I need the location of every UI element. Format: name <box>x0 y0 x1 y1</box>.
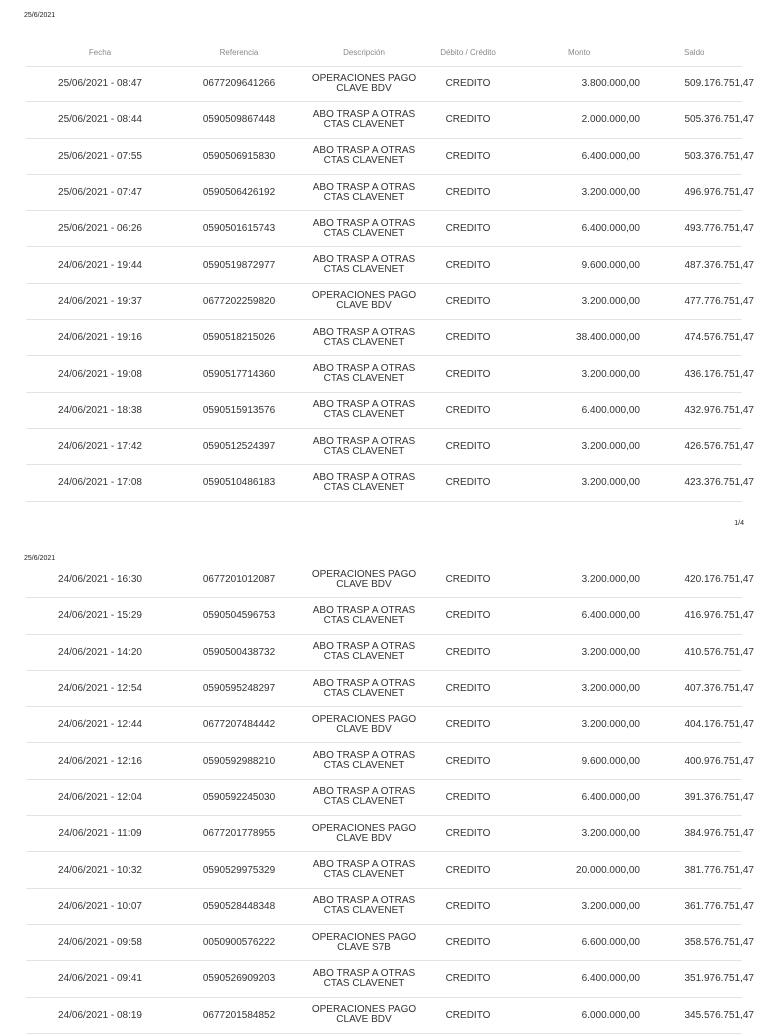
descripcion-line-1: ABO TRASP A OTRAS <box>312 399 416 411</box>
cell-saldo: 361.776.751,47 <box>684 900 754 912</box>
cell-fecha: 24/06/2021 - 12:54 <box>58 683 142 695</box>
cell-fecha: 24/06/2021 - 09:41 <box>58 973 142 985</box>
cell-monto: 6.400.000,00 <box>581 973 640 985</box>
cell-referencia: 0590501615743 <box>202 223 276 235</box>
cell-descripcion <box>304 780 424 815</box>
descripcion-line-2: CLAVE S7B <box>337 941 391 953</box>
cell-monto: 3.200.000,00 <box>581 368 640 380</box>
cell-monto: 3.200.000,00 <box>581 574 640 586</box>
descripcion-line-2: CTAS CLAVENET <box>323 760 405 772</box>
cell-saldo: 358.576.751,47 <box>684 937 754 949</box>
table-row <box>26 562 754 598</box>
table-row <box>26 925 754 961</box>
cell-monto: 6.400.000,00 <box>581 791 640 803</box>
cell-saldo: 477.776.751,47 <box>684 295 754 307</box>
cell-debito-credito: CREDITO <box>445 937 491 949</box>
cell-referencia: 0677202259820 <box>202 295 276 307</box>
cell-referencia: 0590526909203 <box>202 973 276 985</box>
descripcion-line-2: CLAVE BDV <box>336 1014 392 1026</box>
descripcion-line-2: CLAVE BDV <box>336 723 392 735</box>
cell-monto: 3.200.000,00 <box>581 187 640 199</box>
cell-debito-credito: CREDITO <box>445 574 491 586</box>
descripcion-line-1: ABO TRASP A OTRAS <box>312 254 416 266</box>
cell-saldo: 381.776.751,47 <box>684 864 754 876</box>
cell-fecha: 25/06/2021 - 06:26 <box>58 223 142 235</box>
cell-descripcion <box>304 889 424 924</box>
cell-monto: 3.200.000,00 <box>581 295 640 307</box>
descripcion-line-2: CTAS CLAVENET <box>323 227 405 239</box>
cell-fecha: 24/06/2021 - 14:20 <box>58 646 142 658</box>
cell-debito-credito: CREDITO <box>445 477 491 489</box>
descripcion-line-2: CTAS CLAVENET <box>323 905 405 917</box>
cell-referencia: 0590515913576 <box>202 404 276 416</box>
cell-debito-credito: CREDITO <box>445 828 491 840</box>
cell-debito-credito: CREDITO <box>445 683 491 695</box>
cell-debito-credito: CREDITO <box>445 610 491 622</box>
cell-referencia: 0050900576222 <box>202 937 276 949</box>
descripcion-line-2: CTAS CLAVENET <box>323 409 405 421</box>
descripcion-line-1: ABO TRASP A OTRAS <box>312 641 416 653</box>
table-row <box>26 429 754 465</box>
cell-descripcion <box>304 139 424 174</box>
descripcion-line-1: ABO TRASP A OTRAS <box>312 859 416 871</box>
cell-saldo: 503.376.751,47 <box>684 150 754 162</box>
cell-monto: 6.600.000,00 <box>581 937 640 949</box>
cell-fecha: 24/06/2021 - 15:29 <box>58 610 142 622</box>
cell-fecha: 25/06/2021 - 07:47 <box>58 187 142 199</box>
cell-monto: 6.400.000,00 <box>581 404 640 416</box>
descripcion-line-1: OPERACIONES PAGO <box>311 713 417 725</box>
cell-fecha: 25/06/2021 - 08:44 <box>58 114 142 126</box>
cell-fecha: 25/06/2021 - 08:47 <box>58 78 142 90</box>
cell-monto: 6.400.000,00 <box>581 610 640 622</box>
page-date: 25/6/2021 <box>24 12 56 19</box>
descripcion-line-2: CLAVE BDV <box>336 578 392 590</box>
table-row <box>26 356 754 392</box>
table-row <box>26 320 754 356</box>
transactions-table-page-1 <box>26 66 754 502</box>
cell-monto: 3.200.000,00 <box>581 646 640 658</box>
cell-fecha: 24/06/2021 - 17:08 <box>58 477 142 489</box>
descripcion-line-2: CTAS CLAVENET <box>323 614 405 626</box>
table-row <box>26 66 754 102</box>
cell-monto: 9.600.000,00 <box>581 259 640 271</box>
cell-debito-credito: CREDITO <box>445 864 491 876</box>
cell-monto: 9.600.000,00 <box>581 755 640 767</box>
cell-referencia: 0590506915830 <box>202 150 276 162</box>
cell-descripcion <box>304 66 424 101</box>
column-header-saldo: Saldo <box>684 47 705 57</box>
cell-fecha: 24/06/2021 - 19:44 <box>58 259 142 271</box>
table-header <box>26 38 742 67</box>
table-row <box>26 961 754 997</box>
cell-referencia: 0677201584852 <box>202 1009 276 1021</box>
cell-referencia: 0590510486183 <box>202 477 276 489</box>
descripcion-line-2: CTAS CLAVENET <box>323 155 405 167</box>
cell-debito-credito: CREDITO <box>445 646 491 658</box>
cell-saldo: 474.576.751,47 <box>684 332 754 344</box>
cell-descripcion <box>304 465 424 500</box>
cell-descripcion <box>304 102 424 137</box>
cell-fecha: 24/06/2021 - 12:16 <box>58 755 142 767</box>
column-header-debito-credito: Débito / Crédito <box>440 47 496 57</box>
cell-descripcion <box>304 247 424 282</box>
descripcion-line-2: CLAVE BDV <box>336 300 392 312</box>
descripcion-line-1: ABO TRASP A OTRAS <box>312 895 416 907</box>
cell-referencia: 0677209641266 <box>202 78 276 90</box>
cell-monto: 3.200.000,00 <box>581 441 640 453</box>
cell-monto: 6.000.000,00 <box>581 1009 640 1021</box>
cell-referencia: 0590512524397 <box>202 441 276 453</box>
cell-descripcion <box>304 284 424 319</box>
cell-saldo: 416.976.751,47 <box>684 610 754 622</box>
descripcion-line-1: OPERACIONES PAGO <box>311 72 417 84</box>
cell-monto: 3.800.000,00 <box>581 78 640 90</box>
descripcion-line-1: OPERACIONES PAGO <box>311 931 417 943</box>
table-row <box>26 707 754 743</box>
cell-debito-credito: CREDITO <box>445 404 491 416</box>
table-row <box>26 889 754 925</box>
cell-monto: 3.200.000,00 <box>581 719 640 731</box>
cell-descripcion <box>304 635 424 670</box>
column-header-monto: Monto <box>568 47 591 57</box>
cell-fecha: 24/06/2021 - 18:38 <box>58 404 142 416</box>
descripcion-line-1: ABO TRASP A OTRAS <box>312 145 416 157</box>
cell-referencia: 0677201778955 <box>202 828 276 840</box>
page-date: 25/6/2021 <box>24 555 56 562</box>
descripcion-line-1: ABO TRASP A OTRAS <box>312 108 416 120</box>
table-row <box>26 247 754 283</box>
descripcion-line-2: CLAVE BDV <box>336 82 392 94</box>
descripcion-line-1: ABO TRASP A OTRAS <box>312 217 416 229</box>
cell-debito-credito: CREDITO <box>445 114 491 126</box>
cell-descripcion <box>304 816 424 851</box>
cell-referencia: 0590529975329 <box>202 864 276 876</box>
table-row <box>26 102 754 138</box>
descripcion-line-1: ABO TRASP A OTRAS <box>312 750 416 762</box>
cell-saldo: 505.376.751,47 <box>684 114 754 126</box>
cell-descripcion <box>304 356 424 391</box>
cell-descripcion <box>304 429 424 464</box>
cell-debito-credito: CREDITO <box>445 755 491 767</box>
cell-monto: 6.400.000,00 <box>581 223 640 235</box>
table-row <box>26 998 754 1034</box>
cell-fecha: 24/06/2021 - 11:09 <box>58 828 142 840</box>
cell-referencia: 0590595248297 <box>202 683 276 695</box>
table-row <box>26 780 754 816</box>
cell-monto: 3.200.000,00 <box>581 828 640 840</box>
cell-monto: 6.400.000,00 <box>581 150 640 162</box>
cell-fecha: 24/06/2021 - 19:37 <box>58 295 142 307</box>
descripcion-line-2: CTAS CLAVENET <box>323 796 405 808</box>
cell-referencia: 0590592988210 <box>202 755 276 767</box>
cell-debito-credito: CREDITO <box>445 1009 491 1021</box>
cell-saldo: 400.976.751,47 <box>684 755 754 767</box>
cell-descripcion <box>304 393 424 428</box>
descripcion-line-2: CTAS CLAVENET <box>323 651 405 663</box>
descripcion-line-2: CTAS CLAVENET <box>323 481 405 493</box>
cell-debito-credito: CREDITO <box>445 223 491 235</box>
cell-fecha: 24/06/2021 - 19:16 <box>58 332 142 344</box>
page-number: 1/4 <box>734 520 744 527</box>
cell-saldo: 432.976.751,47 <box>684 404 754 416</box>
cell-descripcion <box>304 925 424 960</box>
cell-saldo: 404.176.751,47 <box>684 719 754 731</box>
table-row <box>26 175 754 211</box>
cell-debito-credito: CREDITO <box>445 332 491 344</box>
cell-saldo: 391.376.751,47 <box>684 791 754 803</box>
descripcion-line-2: CTAS CLAVENET <box>323 687 405 699</box>
descripcion-line-2: CTAS CLAVENET <box>323 191 405 203</box>
cell-referencia: 0590504596753 <box>202 610 276 622</box>
cell-debito-credito: CREDITO <box>445 900 491 912</box>
cell-fecha: 24/06/2021 - 16:30 <box>58 574 142 586</box>
cell-fecha: 24/06/2021 - 12:44 <box>58 719 142 731</box>
cell-saldo: 420.176.751,47 <box>684 574 754 586</box>
table-row <box>26 211 754 247</box>
cell-saldo: 487.376.751,47 <box>684 259 754 271</box>
cell-saldo: 496.976.751,47 <box>684 187 754 199</box>
descripcion-line-2: CTAS CLAVENET <box>323 336 405 348</box>
cell-referencia: 0590519872977 <box>202 259 276 271</box>
cell-descripcion <box>304 211 424 246</box>
cell-fecha: 25/06/2021 - 07:55 <box>58 150 142 162</box>
cell-debito-credito: CREDITO <box>445 368 491 380</box>
cell-referencia: 0590592245030 <box>202 791 276 803</box>
descripcion-line-1: OPERACIONES PAGO <box>311 290 417 302</box>
cell-referencia: 0590500438732 <box>202 646 276 658</box>
cell-descripcion <box>304 998 424 1033</box>
cell-monto: 20.000.000,00 <box>576 864 640 876</box>
descripcion-line-1: OPERACIONES PAGO <box>311 822 417 834</box>
table-row <box>26 139 754 175</box>
table-row <box>26 284 754 320</box>
cell-descripcion <box>304 743 424 778</box>
descripcion-line-1: OPERACIONES PAGO <box>311 1004 417 1016</box>
cell-saldo: 436.176.751,47 <box>684 368 754 380</box>
cell-saldo: 384.976.751,47 <box>684 828 754 840</box>
cell-saldo: 351.976.751,47 <box>684 973 754 985</box>
cell-fecha: 24/06/2021 - 19:08 <box>58 368 142 380</box>
cell-descripcion <box>304 707 424 742</box>
cell-saldo: 493.776.751,47 <box>684 223 754 235</box>
transactions-table-page-2 <box>26 562 754 1034</box>
cell-descripcion <box>304 320 424 355</box>
column-header-referencia: Referencia <box>219 47 259 57</box>
table-row <box>26 743 754 779</box>
cell-saldo: 410.576.751,47 <box>684 646 754 658</box>
descripcion-line-2: CTAS CLAVENET <box>323 869 405 881</box>
descripcion-line-2: CTAS CLAVENET <box>323 977 405 989</box>
table-row <box>26 816 754 852</box>
descripcion-line-1: ABO TRASP A OTRAS <box>312 181 416 193</box>
cell-referencia: 0590528448348 <box>202 900 276 912</box>
descripcion-line-1: ABO TRASP A OTRAS <box>312 435 416 447</box>
table-row <box>26 852 754 888</box>
cell-descripcion <box>304 852 424 887</box>
table-row <box>26 393 754 429</box>
cell-saldo: 407.376.751,47 <box>684 683 754 695</box>
descripcion-line-1: ABO TRASP A OTRAS <box>312 604 416 616</box>
descripcion-line-2: CTAS CLAVENET <box>323 373 405 385</box>
cell-monto: 3.200.000,00 <box>581 900 640 912</box>
cell-saldo: 423.376.751,47 <box>684 477 754 489</box>
cell-descripcion <box>304 671 424 706</box>
descripcion-line-2: CLAVE BDV <box>336 832 392 844</box>
cell-debito-credito: CREDITO <box>445 259 491 271</box>
cell-referencia: 0590518215026 <box>202 332 276 344</box>
cell-saldo: 509.176.751,47 <box>684 78 754 90</box>
descripcion-line-2: CTAS CLAVENET <box>323 264 405 276</box>
column-header-fecha: Fecha <box>88 47 112 57</box>
cell-descripcion <box>304 598 424 633</box>
table-row <box>26 635 754 671</box>
cell-fecha: 24/06/2021 - 09:58 <box>58 937 142 949</box>
cell-fecha: 24/06/2021 - 10:32 <box>58 864 142 876</box>
descripcion-line-1: OPERACIONES PAGO <box>311 568 417 580</box>
cell-referencia: 0677201012087 <box>202 574 276 586</box>
descripcion-line-1: ABO TRASP A OTRAS <box>312 326 416 338</box>
descripcion-line-2: CTAS CLAVENET <box>323 118 405 130</box>
cell-debito-credito: CREDITO <box>445 791 491 803</box>
cell-monto: 3.200.000,00 <box>581 477 640 489</box>
cell-saldo: 426.576.751,47 <box>684 441 754 453</box>
cell-debito-credito: CREDITO <box>445 295 491 307</box>
table-row <box>26 465 754 501</box>
cell-debito-credito: CREDITO <box>445 150 491 162</box>
descripcion-line-1: ABO TRASP A OTRAS <box>312 967 416 979</box>
cell-debito-credito: CREDITO <box>445 187 491 199</box>
table-row <box>26 671 754 707</box>
cell-fecha: 24/06/2021 - 10:07 <box>58 900 142 912</box>
cell-descripcion <box>304 562 424 597</box>
cell-debito-credito: CREDITO <box>445 719 491 731</box>
cell-referencia: 0590517714360 <box>202 368 276 380</box>
cell-debito-credito: CREDITO <box>445 441 491 453</box>
descripcion-line-1: ABO TRASP A OTRAS <box>312 363 416 375</box>
descripcion-line-1: ABO TRASP A OTRAS <box>312 677 416 689</box>
table-row <box>26 598 754 634</box>
descripcion-line-1: ABO TRASP A OTRAS <box>312 471 416 483</box>
cell-monto: 38.400.000,00 <box>576 332 640 344</box>
column-header-descripcion: Descripción <box>343 47 385 57</box>
cell-referencia: 0677207484442 <box>202 719 276 731</box>
cell-descripcion <box>304 961 424 996</box>
cell-fecha: 24/06/2021 - 12:04 <box>58 791 142 803</box>
cell-fecha: 24/06/2021 - 17:42 <box>58 441 142 453</box>
cell-saldo: 345.576.751,47 <box>684 1009 754 1021</box>
cell-descripcion <box>304 175 424 210</box>
cell-fecha: 24/06/2021 - 08:19 <box>58 1009 142 1021</box>
cell-debito-credito: CREDITO <box>445 973 491 985</box>
cell-referencia: 0590509867448 <box>202 114 276 126</box>
cell-debito-credito: CREDITO <box>445 78 491 90</box>
cell-referencia: 0590506426192 <box>202 187 276 199</box>
cell-monto: 2.000.000,00 <box>581 114 640 126</box>
descripcion-line-2: CTAS CLAVENET <box>323 445 405 457</box>
cell-monto: 3.200.000,00 <box>581 683 640 695</box>
descripcion-line-1: ABO TRASP A OTRAS <box>312 786 416 798</box>
